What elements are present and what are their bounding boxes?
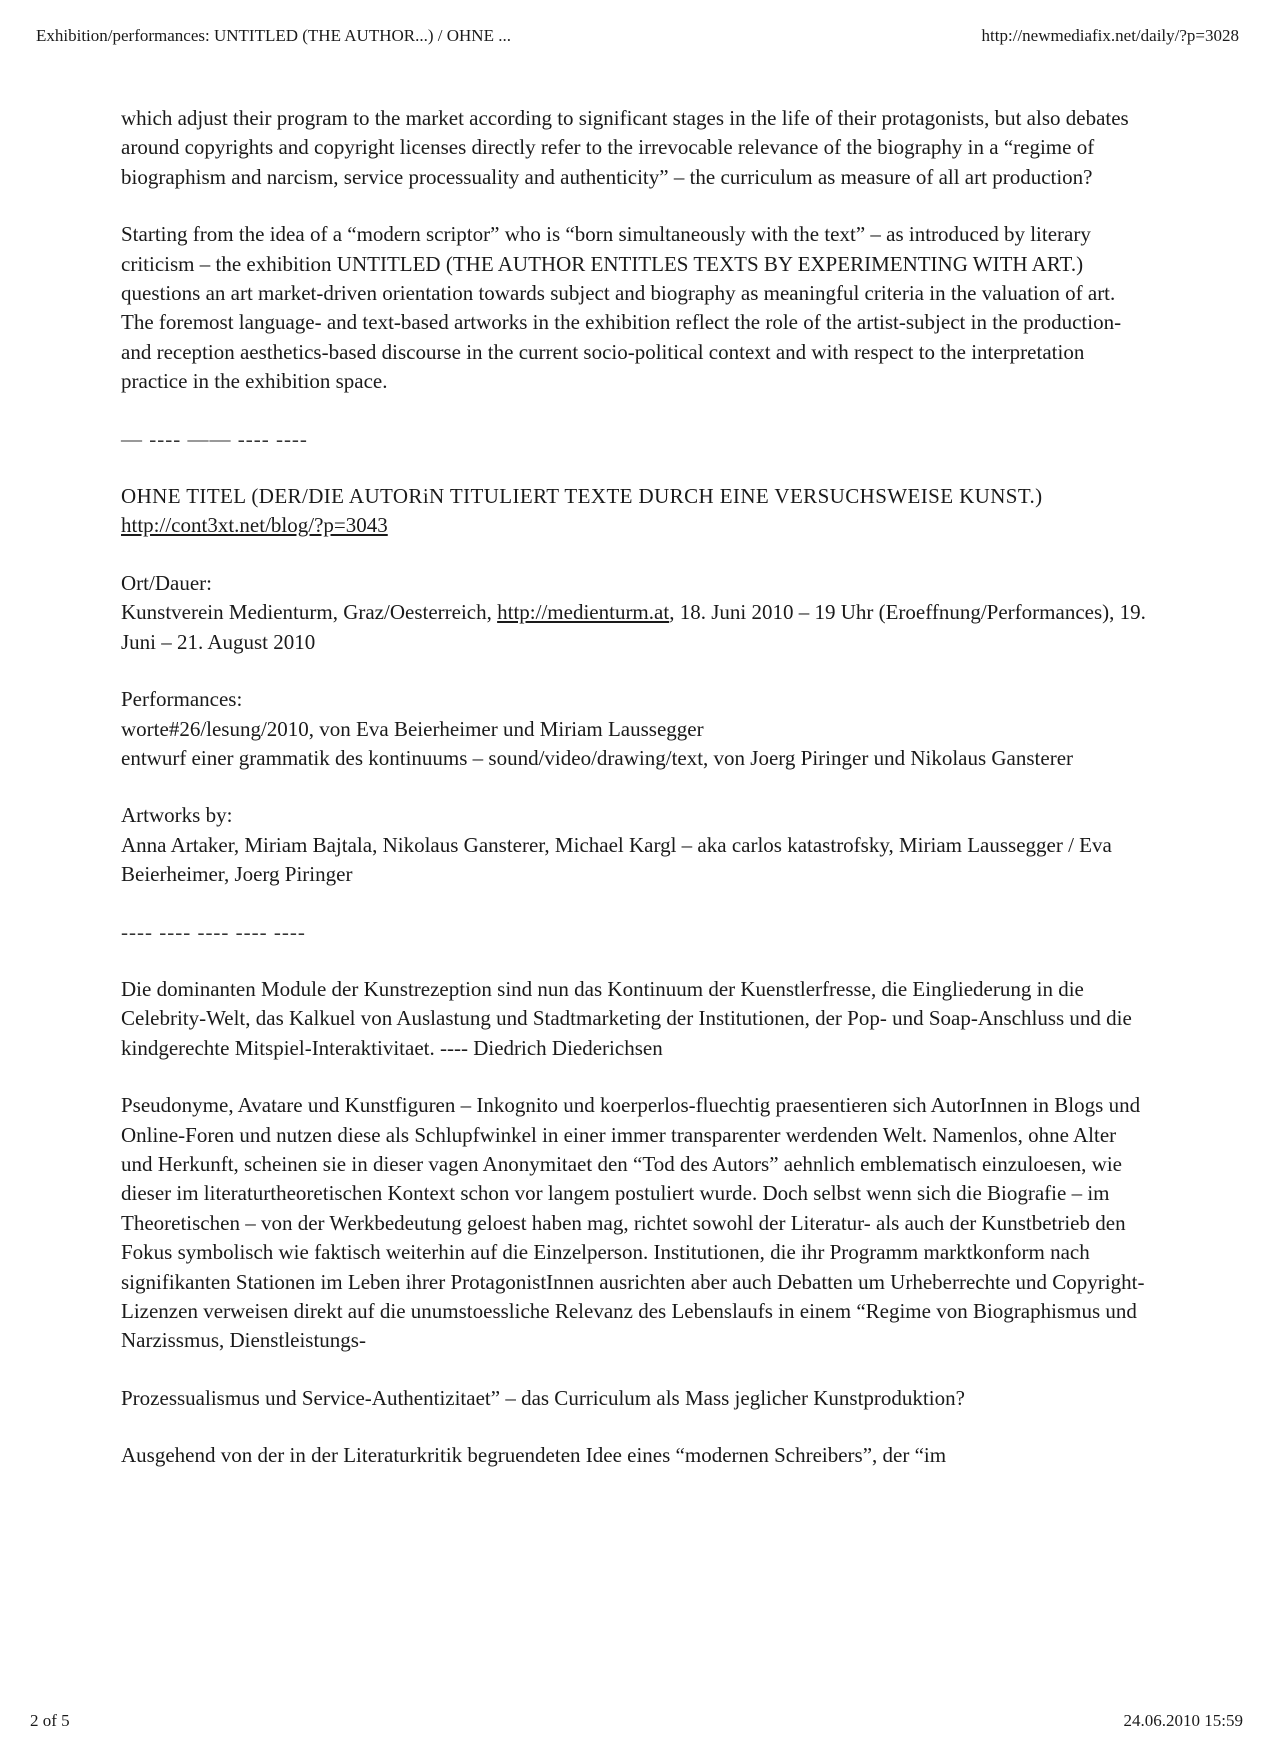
artworks-label: Artworks by: (121, 803, 233, 828)
paragraph-de-3: Ausgehend von der in der Literaturkritik begruendeten Idee eines “modernen Schreibers”, der “im (121, 1443, 947, 1468)
performances-label: Performances: (121, 687, 243, 712)
german-title: OHNE TITEL (DER/DIE AUTORiN TITULIERT TEXTE DURCH EINE VERSUCHSWEISE KUNST.) (121, 484, 1043, 509)
paragraph-de-1: Pseudonyme, Avatare und Kunstfiguren – Inkognito und koerperlos-fluechtig praesentieren sich AutorInnen in Blogs und Online-Foren und nutzen diese als Schlupfwinkel in einer immer transparenter werdenden Welt. Namenlos, ohne Alter und Herkunft, scheinen sie in dieser vagen Anonymitaet den “Tod des Autors” aehnlich emblematisch einzuloesen, wie dieser im literaturtheoretischen Kontext schon vor langem postuliert wurde. Doch selbst wenn sich die Biografie – im Theoretischen – von der Werkbedeutung geloest haben mag, richtet sowohl der Literatur- als auch der Kunstbetrieb den Fokus symbolisch wie faktisch weiterhin auf die Einzelperson. Institutionen, die ihr Programm marktkonform nach signifikanten Stationen im Leben ihrer ProtagonistInnen ausrichten aber auch Debatten um Urheberrechte und Copyright-Lizenzen verweisen direkt auf die unumstoessliche Relevanz des Lebenslaufs in einem “Regime von Biographismus und Narzissmus, Dienstleistungs- (121, 1093, 1145, 1353)
artworks-artists: Anna Artaker, Miriam Bajtala, Nikolaus Gansterer, Michael Kargl – aka carlos katastrofsky, Miriam Laussegger / Eva Beierheimer, Joerg Piringer (121, 832, 1112, 887)
footer-datetime: 24.06.2010 15:59 (1123, 1711, 1243, 1730)
footer-page-number: 2 of 5 (30, 1711, 70, 1730)
ort-before: Kunstverein Medienturm, Graz/Oesterreich, (121, 600, 498, 625)
medienturm-link[interactable]: http://medienturm.at (497, 600, 670, 625)
separator-2: ---- ---- ---- ---- ---- (121, 919, 306, 944)
paragraph-de-2: Prozessualismus und Service-Authentizitaet” – das Curriculum als Mass jeglicher Kunstproduktion? (121, 1385, 965, 1410)
separator-1: — ---- —— ---- ---- (121, 426, 308, 451)
quote-diederichsen: Die dominanten Module der Kunstrezeption sind nun das Kontinuum der Kuenstlerfresse, die Eingliederung in die Celebrity-Welt, das Kalkuel von Auslastung und Stadtmarketing der Institutionen, der Pop- und Soap-Anschluss und die kindgerechte Mitspiel-Interaktivitaet. ---- Diedrich Diederichsen (121, 976, 1132, 1060)
performance-1: worte#26/lesung/2010, von Eva Beierheimer und Miriam Laussegger (121, 716, 704, 741)
paragraph-en-1: which adjust their program to the market according to significant stages in the life of their protagonists, but also debates around copyrights and copyright licenses directly refer to the irrevocable relevance of the biography in a “regime of biographism and narcism, service processuality and authenticity” – the curriculum as measure of all art production? (121, 106, 1129, 189)
header-page-title: Exhibition/performances: UNTITLED (THE AUTHOR...) / OHNE ... (36, 26, 511, 45)
performance-2: entwurf einer grammatik des kontinuums – sound/video/drawing/text, von Joerg Piringer und Nikolaus Gansterer (121, 745, 1074, 770)
document-body (121, 104, 1151, 1471)
ort-after: , 18. Juni 2010 – 19 Uhr (Eroeffnung/Performances), 19. Juni – 21. August 2010 (121, 600, 1146, 654)
blog-link[interactable]: http://cont3xt.net/blog/?p=3043 (121, 513, 388, 538)
header-url: http://newmediafix.net/daily/?p=3028 (981, 26, 1239, 45)
paragraph-en-2: Starting from the idea of a “modern scriptor” who is “born simultaneously with the text” – as introduced by literary criticism – the exhibition UNTITLED (THE AUTHOR ENTITLES TEXTS BY EXPERIMENTING WITH ART.) questions an art market-driven orientation towards subject and biography as meaningful criteria in the valuation of art. The foremost language- and text-based artworks in the exhibition reflect the role of the artist-subject in the production- and reception aesthetics-based discourse in the current socio-political context and with respect to the interpretation practice in the exhibition space. (121, 222, 1122, 394)
ort-details (121, 598, 1151, 657)
ort-label: Ort/Dauer: (121, 570, 212, 595)
